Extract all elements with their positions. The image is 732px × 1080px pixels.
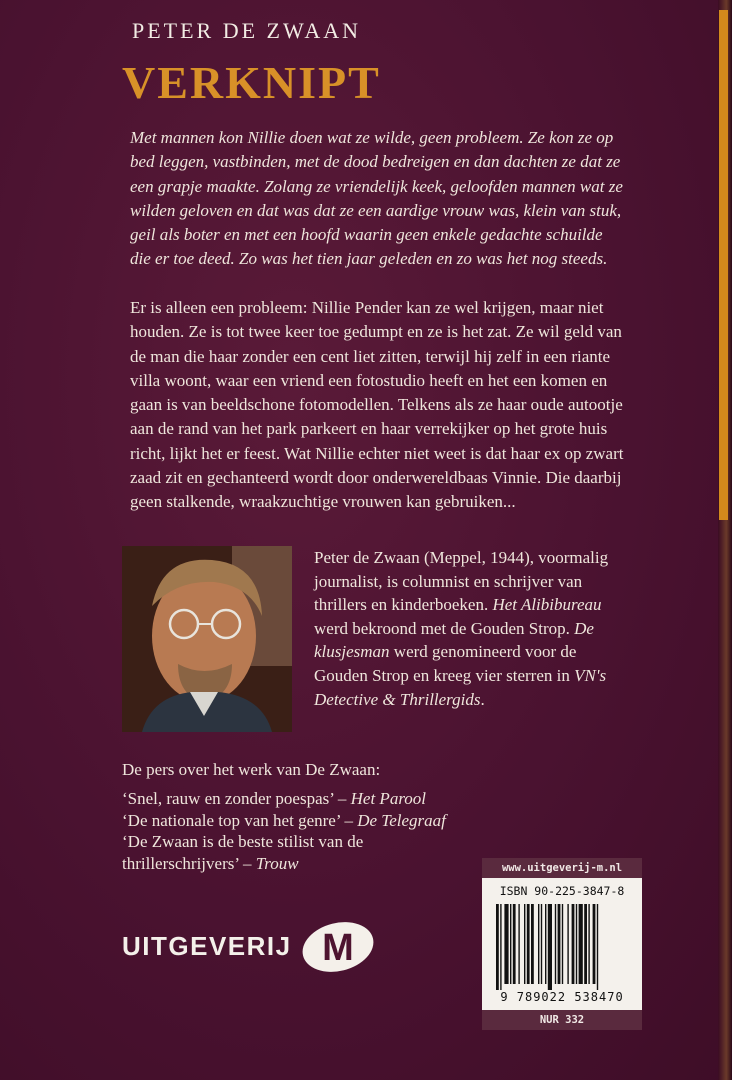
publisher-logo-letter: M xyxy=(321,927,354,969)
barcode-icon xyxy=(496,904,628,990)
bio-text: werd genomineerd voor de Gouden Strop en kreeg vier sterren in xyxy=(314,642,577,685)
blurb-intro: Met mannen kon Nillie doen wat ze wilde, geen probleem. Ze kon ze op bed leggen, vastbinden, met de dood bedreigen en dan dachten ze dat ze een grapje maakte. Zolang ze vriendelijk keek, geloofden mannen wat ze wilden geloven en dat was dat ze een aardige vrouw was, klein van stuk, geil als boter en met een hoofd waarin geen enkele gedachte schuilde die er toe deed. Zo was het tien jaar geleden en zo was het nog steeds. xyxy=(130,128,623,269)
ean-number: 9 789022 538470 xyxy=(500,990,624,1004)
bio-text: werd bekroond met de Gouden Strop. xyxy=(314,618,575,638)
press-quotes xyxy=(122,788,482,874)
quote-source: De Telegraaf xyxy=(357,810,446,830)
author-name: PETER DE ZWAAN xyxy=(132,18,361,43)
quote-text: ‘Snel, rauw en zonder poespas’ – xyxy=(122,789,351,808)
author-photo xyxy=(122,546,292,732)
quote-source: Het Parool xyxy=(350,789,427,808)
press-heading: De pers over het werk van De Zwaan: xyxy=(122,760,381,779)
nur-code: NUR 332 xyxy=(482,1010,642,1030)
quote-text: ‘De Zwaan is de beste stilist van de thrillerschrijvers’ – xyxy=(122,832,364,873)
quote-text: ‘De nationale top van het genre’ – xyxy=(122,810,358,830)
bio-text: . xyxy=(480,689,485,709)
publisher-name: UITGEVERIJ xyxy=(122,930,292,961)
bio-book-title: De klusjesman xyxy=(314,618,594,662)
quote-source: Trouw xyxy=(255,853,299,873)
press-quote xyxy=(122,831,482,874)
accent-bar xyxy=(719,10,728,520)
bio-book-title: VN's Detective & Thrillergids xyxy=(314,665,607,709)
isbn-text: ISBN 90-225-3847-8 xyxy=(499,884,625,898)
author-bio xyxy=(314,546,634,711)
publisher-m-icon xyxy=(298,918,376,974)
publisher-url: www.uitgeverij-m.nl xyxy=(482,858,642,878)
publisher-logo xyxy=(122,916,376,976)
press-quote xyxy=(122,788,482,810)
book-title: VERKNIPT xyxy=(122,57,381,108)
bio-book-title: Het Alibibureau xyxy=(492,595,602,615)
blurb-body: Er is alleen een probleem: Nillie Pender kan ze wel krijgen, maar niet houden. Ze is tot twee keer toe gedumpt en ze is het zat. Ze wil geld van de man die haar zonder een cent liet zitten, terwijl hij zelf in een riante villa woont, waar een vriend een fotostudio heeft en het een komen en gaan is van beeldschone fotomodellen. Telkens als ze haar oude autootje aan de rand van het park parkeert en haar verrekijker op het grote huis richt, lijkt het er feest. Wat Nillie echter niet weet is dat haar ex op zwart zaad zit en gechanteerd wordt door onderwereldbaas Vinnie. Die daarbij geen stalkende, wraakzuchtige vrouwen kan gebruiken... xyxy=(130,298,624,512)
press-quote xyxy=(122,810,482,832)
bio-text: Peter de Zwaan (Meppel, 1944), voormalig journalist, is columnist en schrijver van thrillers en kinderboeken. xyxy=(314,548,609,615)
barcode-panel xyxy=(482,858,642,1030)
